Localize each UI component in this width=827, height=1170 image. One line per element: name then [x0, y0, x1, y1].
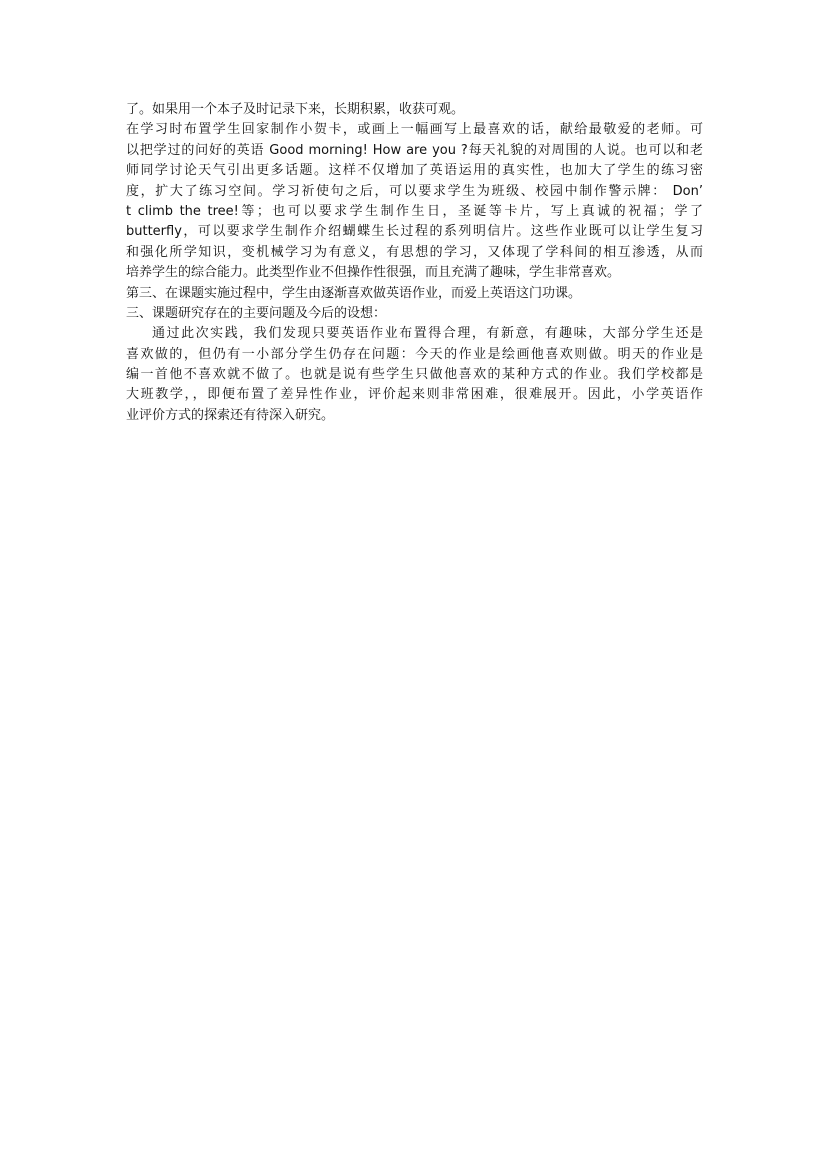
text-line: 业评价方式的探索还有待深入研究。: [126, 407, 335, 423]
section-heading: 三、课题研究存在的主要问题及今后的设想：: [126, 305, 387, 321]
text-line: t climb the tree!等；也可以要求学生制作生日，圣诞等卡片，写上真诚的祝福；学了: [126, 203, 703, 219]
text-line: 度，扩大了练习空间。学习祈使句之后，可以要求学生为班级、校园中制作警示牌： Don’: [126, 183, 703, 199]
text-line: 大班教学，，即便布置了差异性作业，评价起来则非常困难，很难展开。因此，小学英语作: [126, 387, 703, 403]
text-line: 和强化所学知识，变机械学习为有意义，有思想的学习，又体现了学科间的相互渗透，从而: [126, 244, 703, 260]
text-line: 第三、在课题实施过程中，学生由逐渐喜欢做英语作业，而爱上英语这门功课。: [126, 285, 582, 301]
text-line: 培养学生的综合能力。此类型作业不但操作性很强，而且充满了趣味，学生非常喜欢。: [126, 265, 621, 281]
text-line: 了。如果用一个本子及时记录下来，长期积累，收获可观。: [126, 102, 465, 117]
text-line: 以把学过的问好的英语 Good morning! How are you ?每天礼貌的对周围的人说。也可以和老: [126, 142, 703, 158]
text-line: 师同学讨论天气引出更多话题。这样不仅增加了英语运用的真实性，也加大了学生的练习密: [126, 163, 703, 179]
text-line: 编一首他不喜欢就不做了。也就是说有些学生只做他喜欢的某种方式的作业。我们学校都是: [126, 367, 703, 383]
text-line: 通过此次实践，我们发现只要英语作业布置得合理，有新意，有趣味，大部分学生还是: [152, 326, 703, 342]
text-line: butterfly，可以要求学生制作介绍蝴蝶生长过程的系列明信片。这些作业既可以让学生复习: [126, 224, 703, 240]
body-text: [126, 100, 703, 426]
text-line: 喜欢做的，但仍有一小部分学生仍存在问题：今天的作业是绘画他喜欢则做。明天的作业是: [126, 346, 703, 362]
text-line: 在学习时布置学生回家制作小贺卡，或画上一幅画写上最喜欢的话，献给最敬爱的老师。可: [126, 122, 703, 138]
